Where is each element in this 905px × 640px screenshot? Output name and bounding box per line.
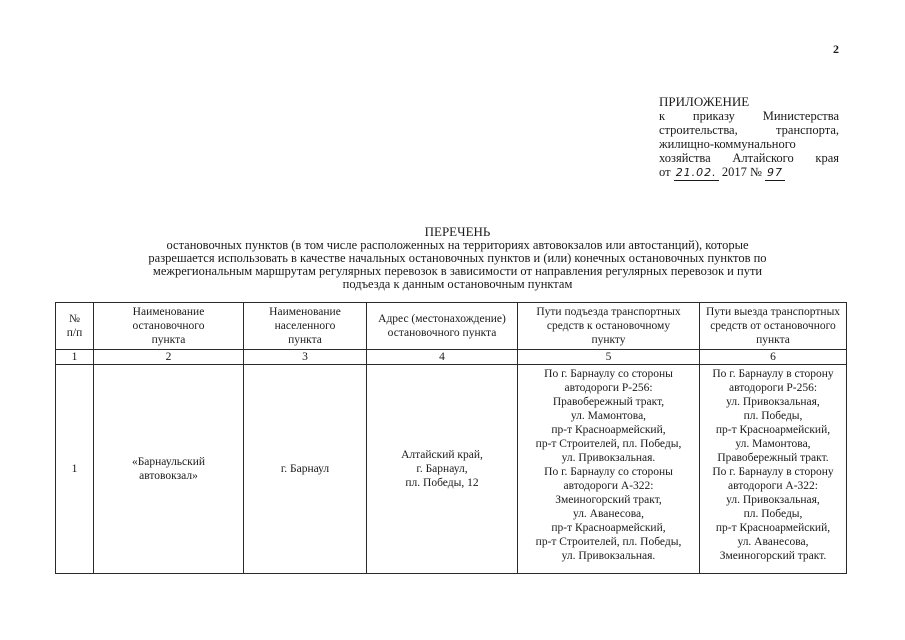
- appendix-line: хозяйства Алтайского края: [659, 151, 839, 165]
- cell-number: 1: [56, 365, 94, 574]
- heading-line: межрегиональным маршрутам регулярных перевозок в зависимости от направления регулярных перевозок и пути: [152, 264, 763, 278]
- column-number: 3: [244, 350, 367, 365]
- document-heading: [80, 225, 835, 291]
- column-number: 1: [56, 350, 94, 365]
- stops-table: [55, 302, 847, 574]
- column-number: 5: [518, 350, 700, 365]
- header-cell-stop-name: Наименование остановочного пункта: [94, 303, 244, 350]
- header-cell-number: № п/п: [56, 303, 94, 350]
- column-number: 2: [94, 350, 244, 365]
- appendix-line: строительства, транспорта,: [659, 123, 839, 137]
- header-row: [56, 303, 847, 350]
- heading-line: разрешается использовать в качестве начальных остановочных пунктов и (или) конечных остановочных пунктов по: [148, 251, 767, 265]
- handwritten-date: 21.02.: [675, 166, 717, 179]
- year-text: 2017 №: [721, 165, 762, 179]
- page-number: 2: [833, 42, 839, 56]
- date-prefix: от: [659, 165, 671, 179]
- appendix-date-line: [659, 165, 839, 181]
- appendix-line: к приказу Министерства: [659, 109, 839, 123]
- appendix-block: [659, 95, 839, 181]
- column-number-row: [56, 350, 847, 365]
- column-number: 6: [700, 350, 847, 365]
- handwritten-number: 97: [767, 166, 783, 179]
- cell-address: Алтайский край, г. Барнаул, пл. Победы, 12: [367, 365, 518, 574]
- cell-departure: По г. Барнаулу в сторону автодороги Р-256: ул. Привокзальная, пл. Победы, пр-т Красноармейский, ул. Мамонтова, Правобережный тракт. По г. Барнаулу в сторону автодороги А-322: ул. Привокзальная, пл. Победы, пр-т Красноармейский, ул. Аванесова, Змеиногорский тракт.: [700, 365, 847, 574]
- column-number: 4: [367, 350, 518, 365]
- header-cell-address: Адрес (местонахождение) остановочного пункта: [367, 303, 518, 350]
- header-cell-settlement: Наименование населенного пункта: [244, 303, 367, 350]
- cell-settlement: г. Барнаул: [244, 365, 367, 574]
- appendix-line: жилищно-коммунального: [659, 137, 796, 151]
- cell-approach: По г. Барнаулу со стороны автодороги Р-256: Правобережный тракт, ул. Мамонтова, пр-т Красноармейский, пр-т Строителей, пл. Победы, ул. Привокзальная. По г. Барнаулу со стороны автодороги А-322: Змеиногорский тракт, ул. Аванесова, пр-т Красноармейский, пр-т Строителей, пл. Победы, ул. Привокзальная.: [518, 365, 700, 574]
- document-title: ПЕРЕЧЕНЬ: [424, 224, 491, 239]
- table-row: [56, 365, 847, 574]
- header-cell-approach: Пути подъезда транспортных средств к остановочному пункту: [518, 303, 700, 350]
- heading-line: остановочных пунктов (в том числе расположенных на территориях автовокзалов или автостанций), которые: [166, 238, 749, 252]
- cell-stop-name: «Барнаульский автовокзал»: [94, 365, 244, 574]
- appendix-title: ПРИЛОЖЕНИЕ: [659, 94, 750, 109]
- heading-line: подъезда к данным остановочным пунктам: [342, 277, 573, 291]
- header-cell-departure: Пути выезда транспортных средств от остановочного пункта: [700, 303, 847, 350]
